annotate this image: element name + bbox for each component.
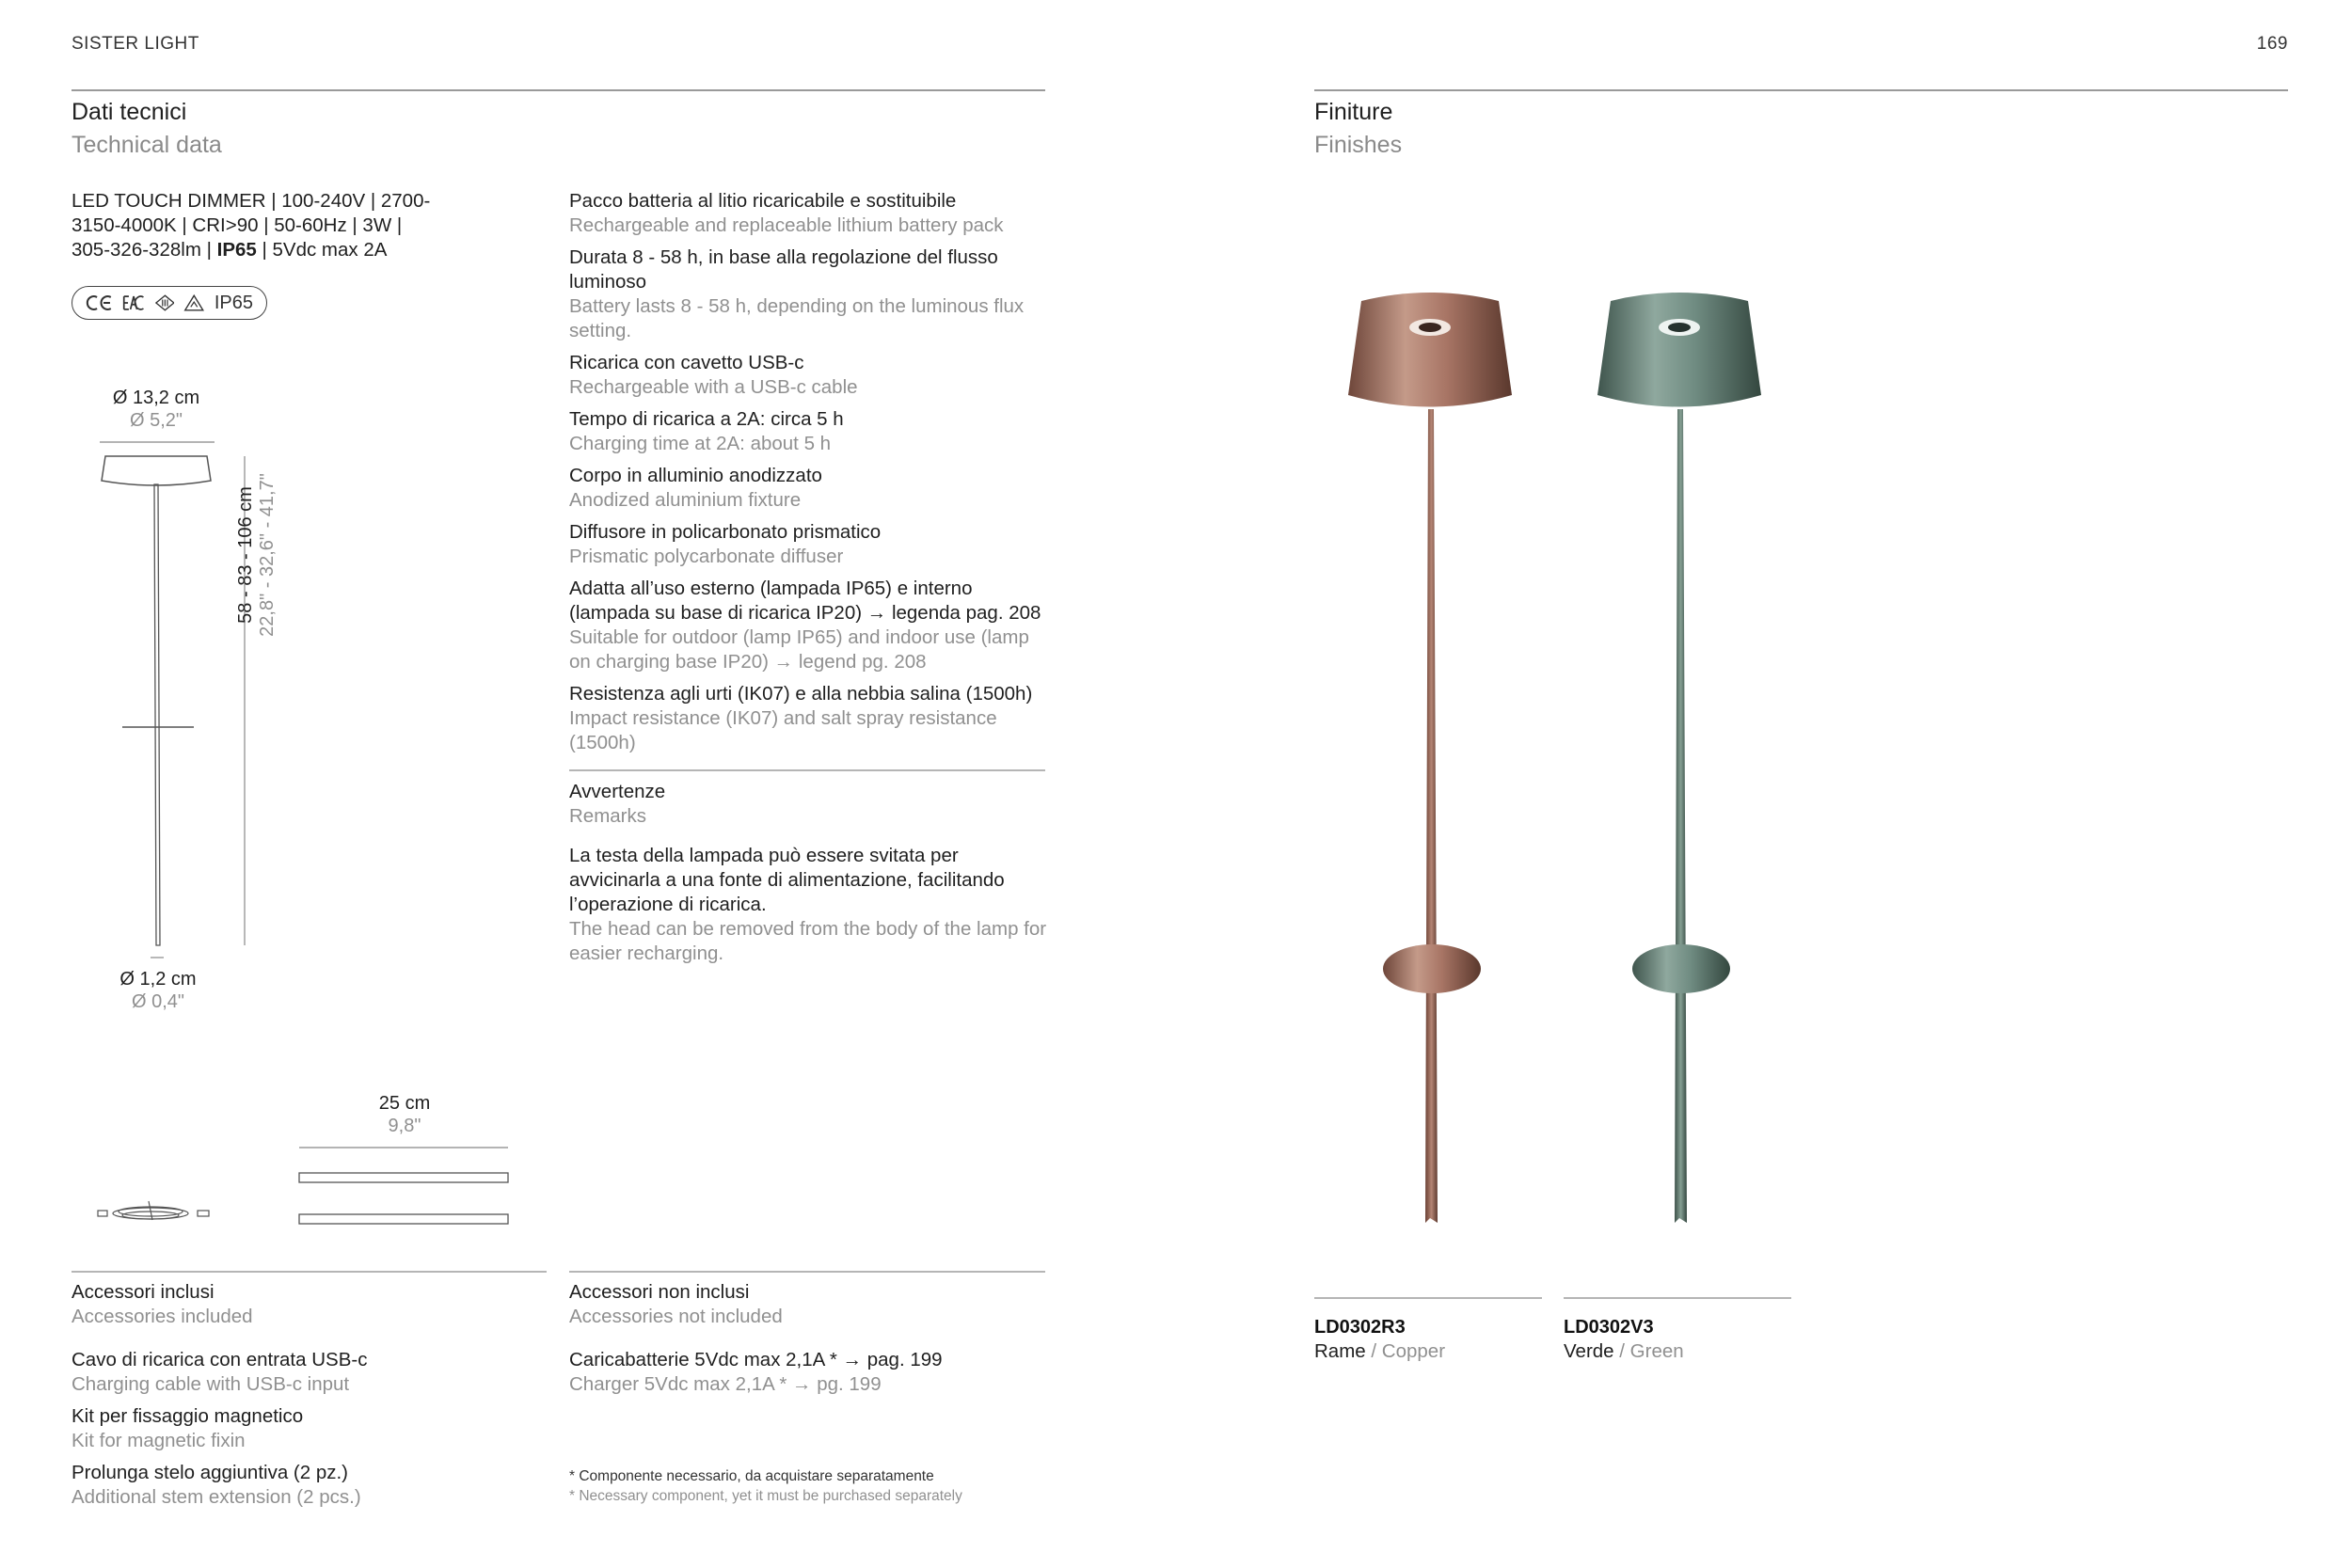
feature-item: Corpo in alluminio anodizzato Anodized aluminium fixture — [569, 465, 822, 511]
accessories-not-included-title-en: Accessories not included — [569, 1306, 783, 1327]
remarks-text-it: La testa della lampada può essere svitata per avvicinarla a una fonte di alimentazione, facilitando l’operazione di ricarica. — [569, 845, 1005, 915]
variant-green-name-it: Verde — [1564, 1340, 1614, 1362]
accessories-included-title-it: Accessori inclusi — [72, 1281, 215, 1303]
feature-item: Pacco batteria al litio ricaricabile e sostituibile Rechargeable and replaceable lithium battery pack — [569, 190, 1004, 236]
cert-ip-label: IP65 — [214, 292, 253, 313]
lamp-dimension-drawing — [90, 437, 316, 964]
feature-item: Adatta all’uso esterno (lampada IP65) e interno (lampada su base di ricarica IP20) → legenda pag. 208 Suitable for outdoor (lamp IP65) and indoor use (lamp on charging base IP20) → legend pg. 208 — [569, 578, 1041, 673]
spec-ip: IP65 — [216, 239, 257, 261]
finishes-title-en: Finishes — [1314, 132, 1403, 158]
finishes-title-it: Finiture — [1314, 99, 1393, 125]
feature-item: Durata 8 - 58 h, in base alla regolazione del flusso luminoso Battery lasts 8 - 58 h, depending on the luminous flux setting. — [569, 246, 1025, 341]
dim-ext-it: 25 cm — [378, 1093, 431, 1114]
certification-badge — [72, 286, 267, 320]
class-iii-icon — [155, 293, 175, 312]
brand-title: SISTER LIGHT — [72, 34, 199, 54]
feature-item: Tempo di ricarica a 2A: circa 5 h Charging time at 2A: about 5 h — [569, 408, 844, 454]
lamp-copper-image — [1331, 292, 1529, 1223]
remarks-text-en: The head can be removed from the body of the lamp for easier recharging. — [569, 918, 1047, 964]
accessories-not-included-list — [569, 1348, 1045, 1404]
accessories-included-list — [72, 1348, 547, 1517]
spec-line-3 — [72, 238, 467, 262]
variant-green-name-en: Green — [1629, 1340, 1684, 1362]
variant-green-name: Verde / Green — [1564, 1340, 1684, 1362]
remarks-divider — [569, 769, 1045, 771]
variant-green-divider — [1564, 1297, 1791, 1299]
accessories-drawing — [94, 1143, 517, 1232]
dim-height-en: 22,8" - 32,6" - 41,7" — [257, 473, 278, 637]
accessory-item: Kit per fissaggio magnetico Kit for magnetic fixin — [72, 1405, 304, 1451]
dim-height-it: 58 - 83 - 106 cm — [235, 486, 256, 624]
technical-title-it: Dati tecnici — [72, 99, 187, 125]
remarks-title-it: Avvertenze — [569, 781, 666, 802]
feature-item: Diffusore in policarbonato prismatico Prismatic polycarbonate diffuser — [569, 521, 882, 567]
accessory-item: Cavo di ricarica con entrata USB-c Charging cable with USB-c input — [72, 1349, 368, 1395]
dim-bottom-en: Ø 0,4" — [131, 991, 184, 1012]
spec-line-1: LED TOUCH DIMMER | 100-240V | 2700- — [72, 190, 431, 212]
usb-cable-icon — [98, 1201, 209, 1220]
spec-tail: | 5Vdc max 2A — [256, 239, 388, 261]
dim-height-label — [235, 409, 278, 701]
variant-copper-name-en: Copper — [1381, 1340, 1446, 1362]
variant-copper-divider — [1314, 1297, 1542, 1299]
feature-item: Ricarica con cavetto USB-c Rechargeable with a USB-c cable — [569, 352, 858, 398]
right-top-divider — [1314, 89, 2288, 91]
spec-text — [72, 189, 467, 262]
lamp-green-image — [1581, 292, 1778, 1223]
accessory-item: Prolunga stelo aggiuntiva (2 pz.) Additional stem extension (2 pcs.) — [72, 1462, 361, 1508]
spec-line-3-text: 305-326-328lm | — [72, 239, 217, 261]
page-number: 169 — [2256, 34, 2288, 54]
accessories-included-divider — [72, 1271, 547, 1273]
f-mark-triangle-icon — [183, 293, 204, 313]
remarks-text — [569, 844, 1049, 966]
spec-line-2: 3150-4000K | CRI>90 | 50-60Hz | 3W | — [72, 214, 403, 236]
dim-ext-en: 9,8" — [388, 1116, 421, 1136]
variant-green-code: LD0302V3 — [1564, 1317, 1654, 1338]
accessories-not-included-divider — [569, 1271, 1045, 1273]
ce-mark-icon — [86, 293, 113, 312]
left-top-divider — [72, 89, 1045, 91]
accessories-not-included-title-it: Accessori non inclusi — [569, 1281, 750, 1303]
variant-copper-name-it: Rame — [1314, 1340, 1366, 1362]
eac-mark-icon — [122, 293, 145, 312]
footnote-en: * Necessary component, yet it must be purchased separately — [569, 1488, 962, 1504]
feature-list — [569, 189, 1051, 763]
accessory-item: Caricabatterie 5Vdc max 2,1A * → pag. 199 Charger 5Vdc max 2,1A * → pg. 199 — [569, 1349, 943, 1395]
accessories-included-title-en: Accessories included — [72, 1306, 253, 1327]
footnote-it: * Componente necessario, da acquistare separatamente — [569, 1468, 934, 1484]
variant-copper-code: LD0302R3 — [1314, 1317, 1406, 1338]
variant-copper-name: Rame / Copper — [1314, 1340, 1446, 1362]
remarks-title-en: Remarks — [569, 805, 647, 827]
dim-top-en: Ø 5,2" — [129, 410, 183, 431]
technical-title-en: Technical data — [72, 132, 222, 158]
feature-item: Resistenza agli urti (IK07) e alla nebbia salina (1500h) Impact resistance (IK07) and salt spray resistance (1500h) — [569, 683, 1033, 753]
dim-top-it: Ø 13,2 cm — [112, 388, 200, 408]
dim-bottom-it: Ø 1,2 cm — [119, 969, 197, 990]
